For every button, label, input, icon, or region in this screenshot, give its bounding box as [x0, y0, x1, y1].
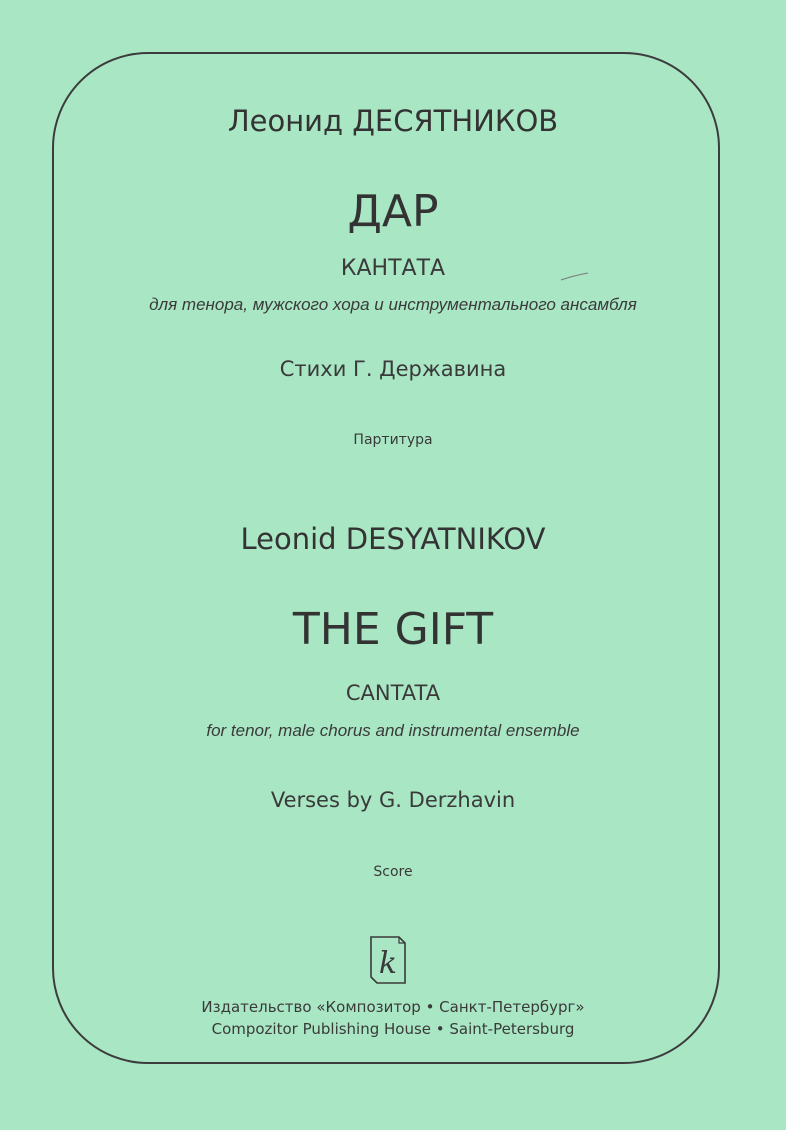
score-label-en: Score — [373, 864, 413, 880]
publisher-en: Compozitor Publishing House • Saint-Petersburg — [211, 1020, 575, 1038]
publisher-ru: Издательство «Композитор • Санкт-Петербург» — [201, 998, 585, 1016]
title-en: THE GIFT — [292, 604, 494, 655]
composer-name-ru: Леонид ДЕСЯТНИКОВ — [227, 104, 559, 138]
description-ru: для тенора, мужского хора и инструментального ансамбля — [149, 295, 637, 314]
description-en: for tenor, male chorus and instrumental ensemble — [206, 721, 580, 740]
genre-ru: КАНТАТА — [340, 256, 446, 281]
verses-credit-ru: Стихи Г. Державина — [279, 357, 507, 381]
title-ru: ДАР — [347, 186, 439, 237]
stray-pen-mark — [560, 272, 590, 282]
score-label-ru: Партитура — [353, 432, 433, 448]
publisher-logo-letter: k — [378, 946, 398, 981]
verses-credit-en: Verses by G. Derzhavin — [270, 788, 516, 812]
genre-en: CANTATA — [345, 681, 441, 705]
composer-name-en: Leonid DESYATNIKOV — [240, 522, 546, 556]
publisher-logo-icon — [368, 935, 408, 985]
